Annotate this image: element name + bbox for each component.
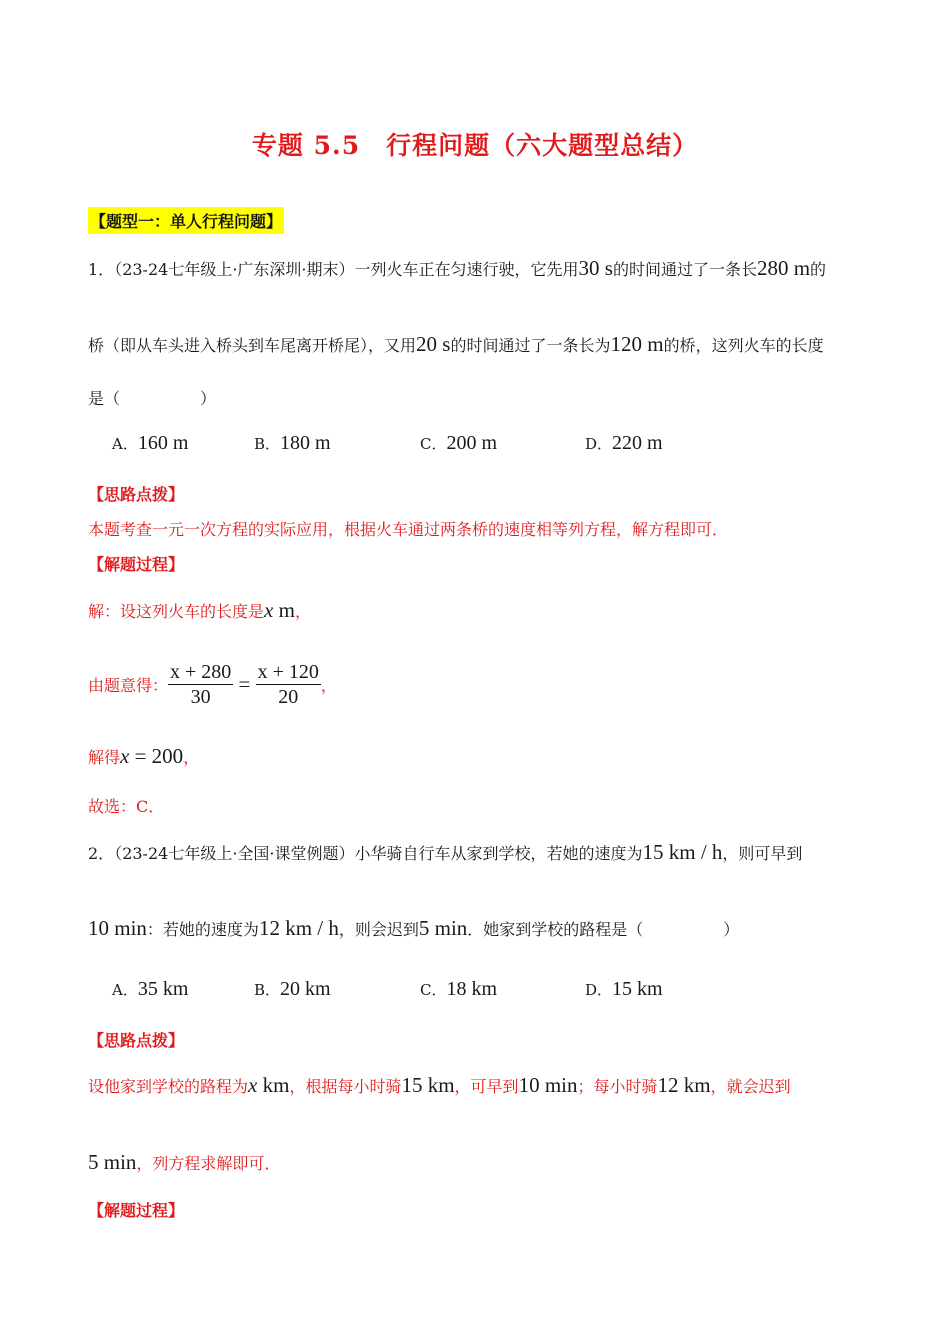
q1-option-a[interactable] [112, 432, 188, 455]
math-value: 10 min [88, 916, 147, 940]
fraction-right [256, 660, 321, 709]
section-heading-type-one: 【题型一：单人行程问题】 [88, 207, 284, 234]
q1-solution-step-1 [88, 598, 311, 623]
question-2-line-2 [88, 916, 739, 941]
option-letter: C． [420, 435, 447, 453]
fraction-denominator: 30 [190, 686, 211, 708]
math-value: 20 s [416, 332, 451, 356]
solution-text: ， [183, 748, 200, 767]
math-variable: x [248, 1073, 258, 1097]
math-value: 120 m [610, 332, 664, 356]
q1-hint-text: 本题考查一元一次方程的实际应用，根据火车通过两条桥的速度相等列方程，解方程即可． [88, 520, 729, 539]
q1-solution-step-2 [88, 660, 337, 709]
math-value: 30 s [578, 256, 613, 280]
question-text: 的 [810, 260, 827, 279]
hint-text: ，可早到 [454, 1077, 519, 1096]
option-letter: B． [254, 981, 281, 999]
math-value: 5 min [418, 916, 468, 940]
option-letter: A． [112, 981, 138, 999]
math-unit: km [257, 1073, 290, 1097]
math-value: 12 km [657, 1073, 711, 1097]
q2-option-b[interactable] [254, 978, 331, 1001]
math-value: 12 km / h [258, 916, 339, 940]
question-text: ．她家到学校的路程是（ ） [467, 920, 740, 939]
question-2-line-1 [88, 840, 802, 865]
q1-solution-heading: 【解题过程】 [88, 555, 185, 574]
math-value: 15 km / h [642, 840, 723, 864]
math-variable: x [120, 744, 130, 768]
math-value: 10 min [518, 1073, 578, 1097]
question-text: ：若她的速度为 [146, 920, 259, 939]
question-text: 的桥，这列火车的长度 [663, 336, 824, 355]
question-1-line-3: 是（ ） [88, 389, 217, 408]
fraction-numerator: x + 280 [170, 661, 232, 683]
math-value: 15 km [401, 1073, 455, 1097]
option-value: 220 m [612, 432, 663, 454]
solution-text: 解得 [88, 748, 121, 767]
q1-answer: 故选：C． [88, 797, 165, 816]
fraction-numerator: x + 120 [257, 661, 319, 683]
q2-hint-line-2 [88, 1150, 280, 1175]
option-value: 35 km [137, 978, 189, 1000]
question-number: 1． [88, 260, 115, 279]
solution-text: 解：设这列火车的长度是 [88, 602, 265, 621]
question-text: 的时间通过了一条长为 [450, 336, 611, 355]
math-variable: x [264, 598, 274, 622]
question-1-line-1 [88, 256, 826, 281]
question-text: 的时间通过了一条长 [612, 260, 757, 279]
math-value: 5 min [88, 1150, 137, 1174]
q1-option-d[interactable] [585, 432, 663, 455]
math-value: 280 m [756, 256, 811, 280]
hint-text: ，根据每小时骑 [289, 1077, 402, 1096]
solution-text: ， [294, 602, 311, 621]
hint-text: ，就会迟到 [710, 1077, 791, 1096]
solution-text: 由题意得： [88, 676, 169, 695]
option-value: 160 m [137, 432, 189, 454]
question-text: ，则可早到 [722, 844, 803, 863]
q2-hint-heading: 【思路点拨】 [88, 1031, 185, 1050]
fraction-left [168, 660, 233, 709]
q1-solution-step-3 [88, 744, 199, 769]
page-title: 专题 5.5 行程问题（六大题型总结） [251, 131, 699, 160]
question-1-line-2 [88, 332, 824, 357]
question-text: （23-24七年级上·广东深圳·期末）一列火车正在匀速行驶，它先用 [114, 260, 579, 279]
q1-option-c[interactable] [420, 432, 497, 455]
option-value: 200 m [446, 432, 498, 454]
q2-option-d[interactable] [585, 978, 663, 1001]
q2-solution-heading: 【解题过程】 [88, 1201, 185, 1220]
q2-option-c[interactable] [420, 978, 497, 1001]
option-letter: B． [254, 435, 281, 453]
fraction-denominator: 20 [278, 686, 299, 708]
question-number: 2． [88, 844, 115, 863]
equals-sign: = [233, 672, 256, 696]
solution-text: ， [320, 676, 337, 695]
question-text: （23-24七年级上·全国·课堂例题）小华骑自行车从家到学校，若她的速度为 [114, 844, 643, 863]
hint-text: 设他家到学校的路程为 [88, 1077, 249, 1096]
option-value: 180 m [280, 432, 331, 454]
question-text: 桥（即从车头进入桥头到车尾离开桥尾），又用 [88, 336, 417, 355]
question-text: ，则会迟到 [338, 920, 419, 939]
option-letter: A． [112, 435, 138, 453]
hint-text: ；每小时骑 [577, 1077, 658, 1096]
q1-option-b[interactable] [254, 432, 331, 455]
q2-hint-line-1 [88, 1073, 791, 1098]
math-value: = 200 [129, 744, 184, 768]
hint-text: ，列方程求解即可． [136, 1154, 281, 1173]
math-unit: m [273, 598, 295, 622]
q1-hint-heading: 【思路点拨】 [88, 485, 185, 504]
option-letter: D． [585, 981, 613, 999]
option-letter: D． [585, 435, 613, 453]
option-value: 20 km [280, 978, 331, 1000]
option-letter: C． [420, 981, 447, 999]
q2-option-a[interactable] [112, 978, 188, 1001]
option-value: 18 km [446, 978, 498, 1000]
option-value: 15 km [612, 978, 663, 1000]
